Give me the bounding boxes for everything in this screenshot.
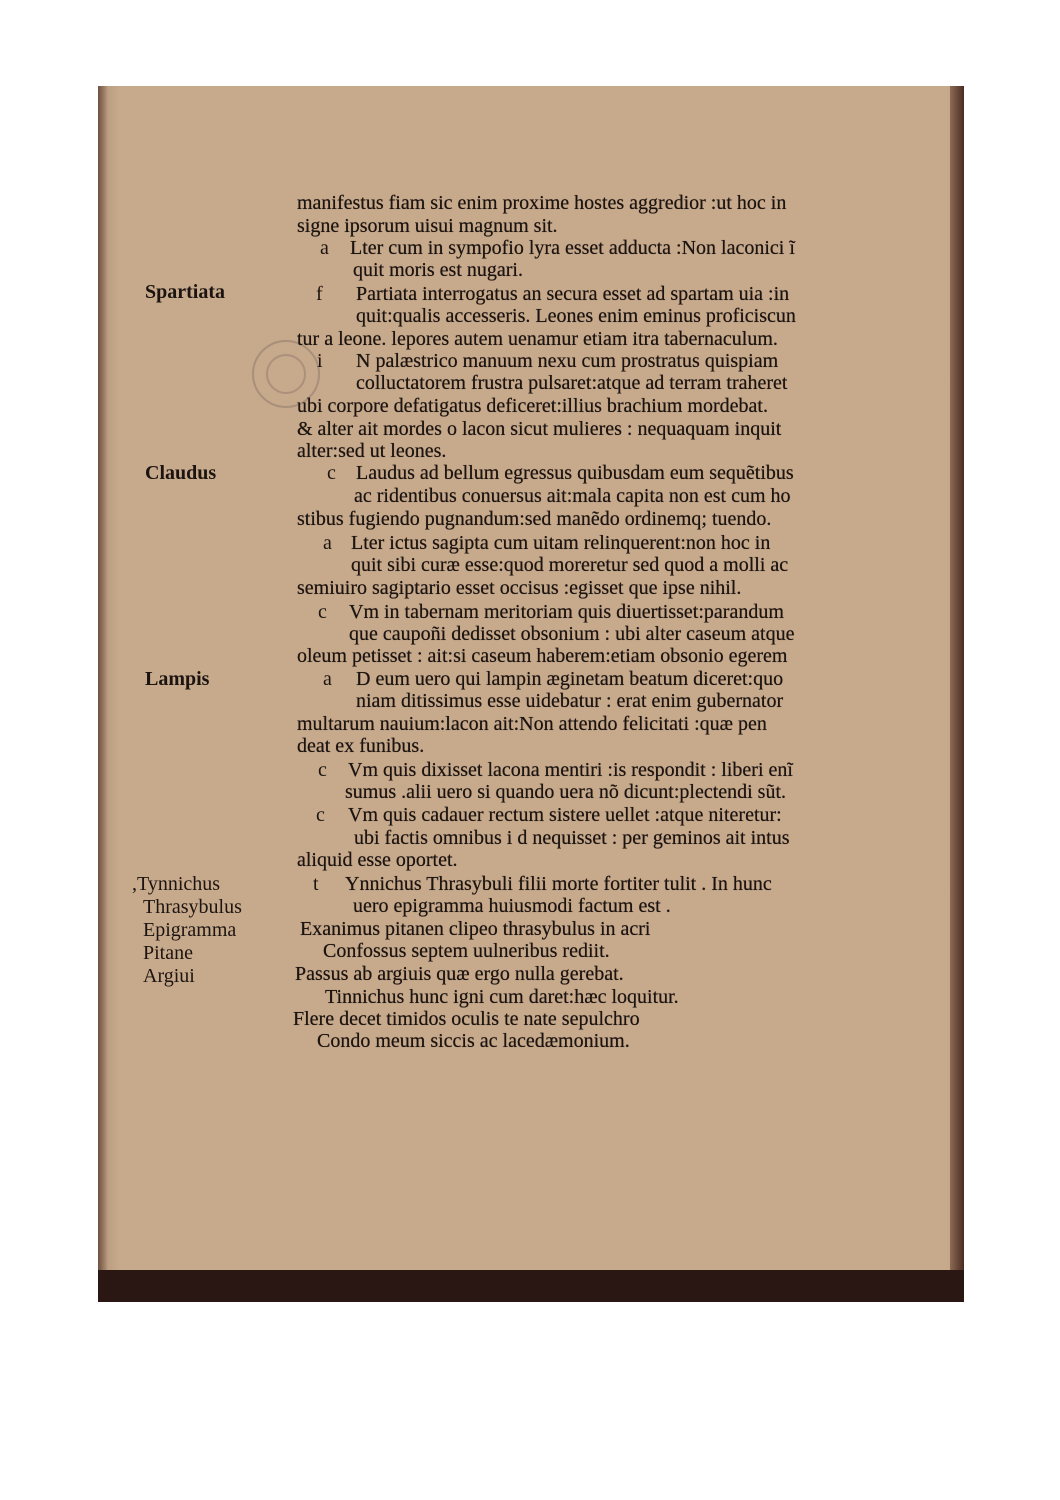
text-line: oleum petisset : ait:si caseum haberem:etiam obsonio egerem — [297, 645, 788, 667]
text-line: ubi factis omnibus i d nequisset : per geminos ait intus — [354, 827, 790, 849]
book-cover-edge — [98, 1270, 964, 1302]
text-line: signe ipsorum uisui magnum sit. — [297, 215, 558, 237]
margin-note: Thrasybulus — [143, 896, 242, 918]
text-line: Laudus ad bellum egressus quibusdam eum sequẽtibus — [356, 462, 794, 484]
text-line: sumus .alii uero si quando uera nõ dicunt:plectendi sũt. — [345, 781, 787, 803]
text-line: quit:qualis accesseris. Leones enim eminus proficiscun — [356, 305, 796, 327]
margin-note: Claudus — [145, 462, 217, 484]
text-line: Ynnichus Thrasybuli filii morte fortiter tulit . In hunc — [345, 873, 772, 895]
text-line: Flere decet timidos oculis te nate sepulchro — [293, 1008, 640, 1030]
text-line: stibus fugiendo pugnandum:sed manẽdo ordinemq; tuendo. — [297, 508, 772, 530]
text-line: aliquid esse oportet. — [297, 849, 458, 871]
text-line: colluctatorem frustra pulsaret:atque ad terram traheret — [356, 372, 788, 394]
text-line: alter:sed ut leones. — [297, 440, 447, 462]
text-line: ac ridentibus conuersus ait:mala capita non est cum ho — [354, 485, 791, 507]
guide-letter: a — [323, 668, 332, 690]
text-line: Partiata interrogatus an secura esset ad spartam uia :in — [356, 283, 790, 305]
text-line: Tinnichus hunc igni cum daret:hæc loquitur. — [325, 986, 679, 1008]
text-line: que caupoñi dedisset obsonium : ubi alter caseum atque — [349, 623, 795, 645]
text-line: Passus ab argiuis quæ ergo nulla gerebat. — [295, 963, 624, 985]
text-line: & alter ait mordes o lacon sicut mulieres : nequaquam inquit — [297, 418, 782, 440]
text-line: deat ex funibus. — [297, 735, 425, 757]
text-line: manifestus fiam sic enim proxime hostes aggredior :ut hoc in — [297, 192, 787, 214]
binding-shadow — [98, 86, 108, 1302]
text-line: Vm in tabernam meritoriam quis diuertisset:parandum — [349, 601, 784, 623]
guide-letter: i — [317, 350, 323, 372]
text-line: Confossus septem uulneribus rediit. — [323, 940, 610, 962]
guide-letter: c — [318, 601, 327, 623]
text-line: D eum uero qui lampin æginetam beatum diceret:quo — [356, 668, 784, 690]
guide-letter: c — [318, 759, 327, 781]
guide-letter: t — [313, 873, 319, 895]
text-line: Vm quis cadauer rectum sistere uellet :atque niteretur: — [348, 804, 782, 826]
text-line: niam ditissimus esse uidebatur : erat enim gubernator — [356, 690, 784, 712]
margin-note: Spartiata — [145, 281, 225, 303]
guide-letter: a — [323, 532, 332, 554]
text-line: Vm quis dixisset lacona mentiri :is respondit : liberi enĩ — [348, 759, 793, 781]
page-edge — [950, 86, 964, 1302]
text-line: quit sibi curæ esse:quod moreretur sed quod a molli ac — [351, 554, 789, 576]
text-line: Condo meum siccis ac lacedæmonium. — [317, 1030, 630, 1052]
text-line: uero epigramma huiusmodi factum est . — [353, 895, 671, 917]
guide-letter: f — [316, 283, 323, 305]
text-line: N palæstrico manuum nexu cum prostratus quispiam — [356, 350, 779, 372]
text-line: multarum nauium:lacon ait:Non attendo felicitati :quæ pen — [297, 713, 767, 735]
text-line: Lter cum in sympofio lyra esset adducta :Non laconici ĩ — [350, 237, 795, 259]
margin-note: Epigramma — [143, 919, 237, 941]
margin-note: Argiui — [143, 965, 195, 987]
text-line: tur a leone. lepores autem uenamur etiam itra tabernaculum. — [297, 328, 778, 350]
margin-note: Lampis — [145, 668, 210, 690]
text-line: Lter ictus sagipta cum uitam relinquerent:non hoc in — [351, 532, 771, 554]
margin-note: ,Tynnichus — [132, 873, 221, 895]
guide-letter: c — [327, 462, 336, 484]
text-line: quit moris est nugari. — [353, 259, 523, 281]
margin-note: Pitane — [143, 942, 193, 964]
text-line: Exanimus pitanen clipeo thrasybulus in acri — [300, 918, 651, 940]
guide-letter: a — [320, 237, 329, 259]
text-line: ubi corpore defatigatus deficeret:illius brachium mordebat. — [297, 395, 768, 417]
guide-letter: c — [316, 804, 325, 826]
text-line: semiuiro sagiptario esset occisus :egisset que ipse nihil. — [297, 577, 742, 599]
